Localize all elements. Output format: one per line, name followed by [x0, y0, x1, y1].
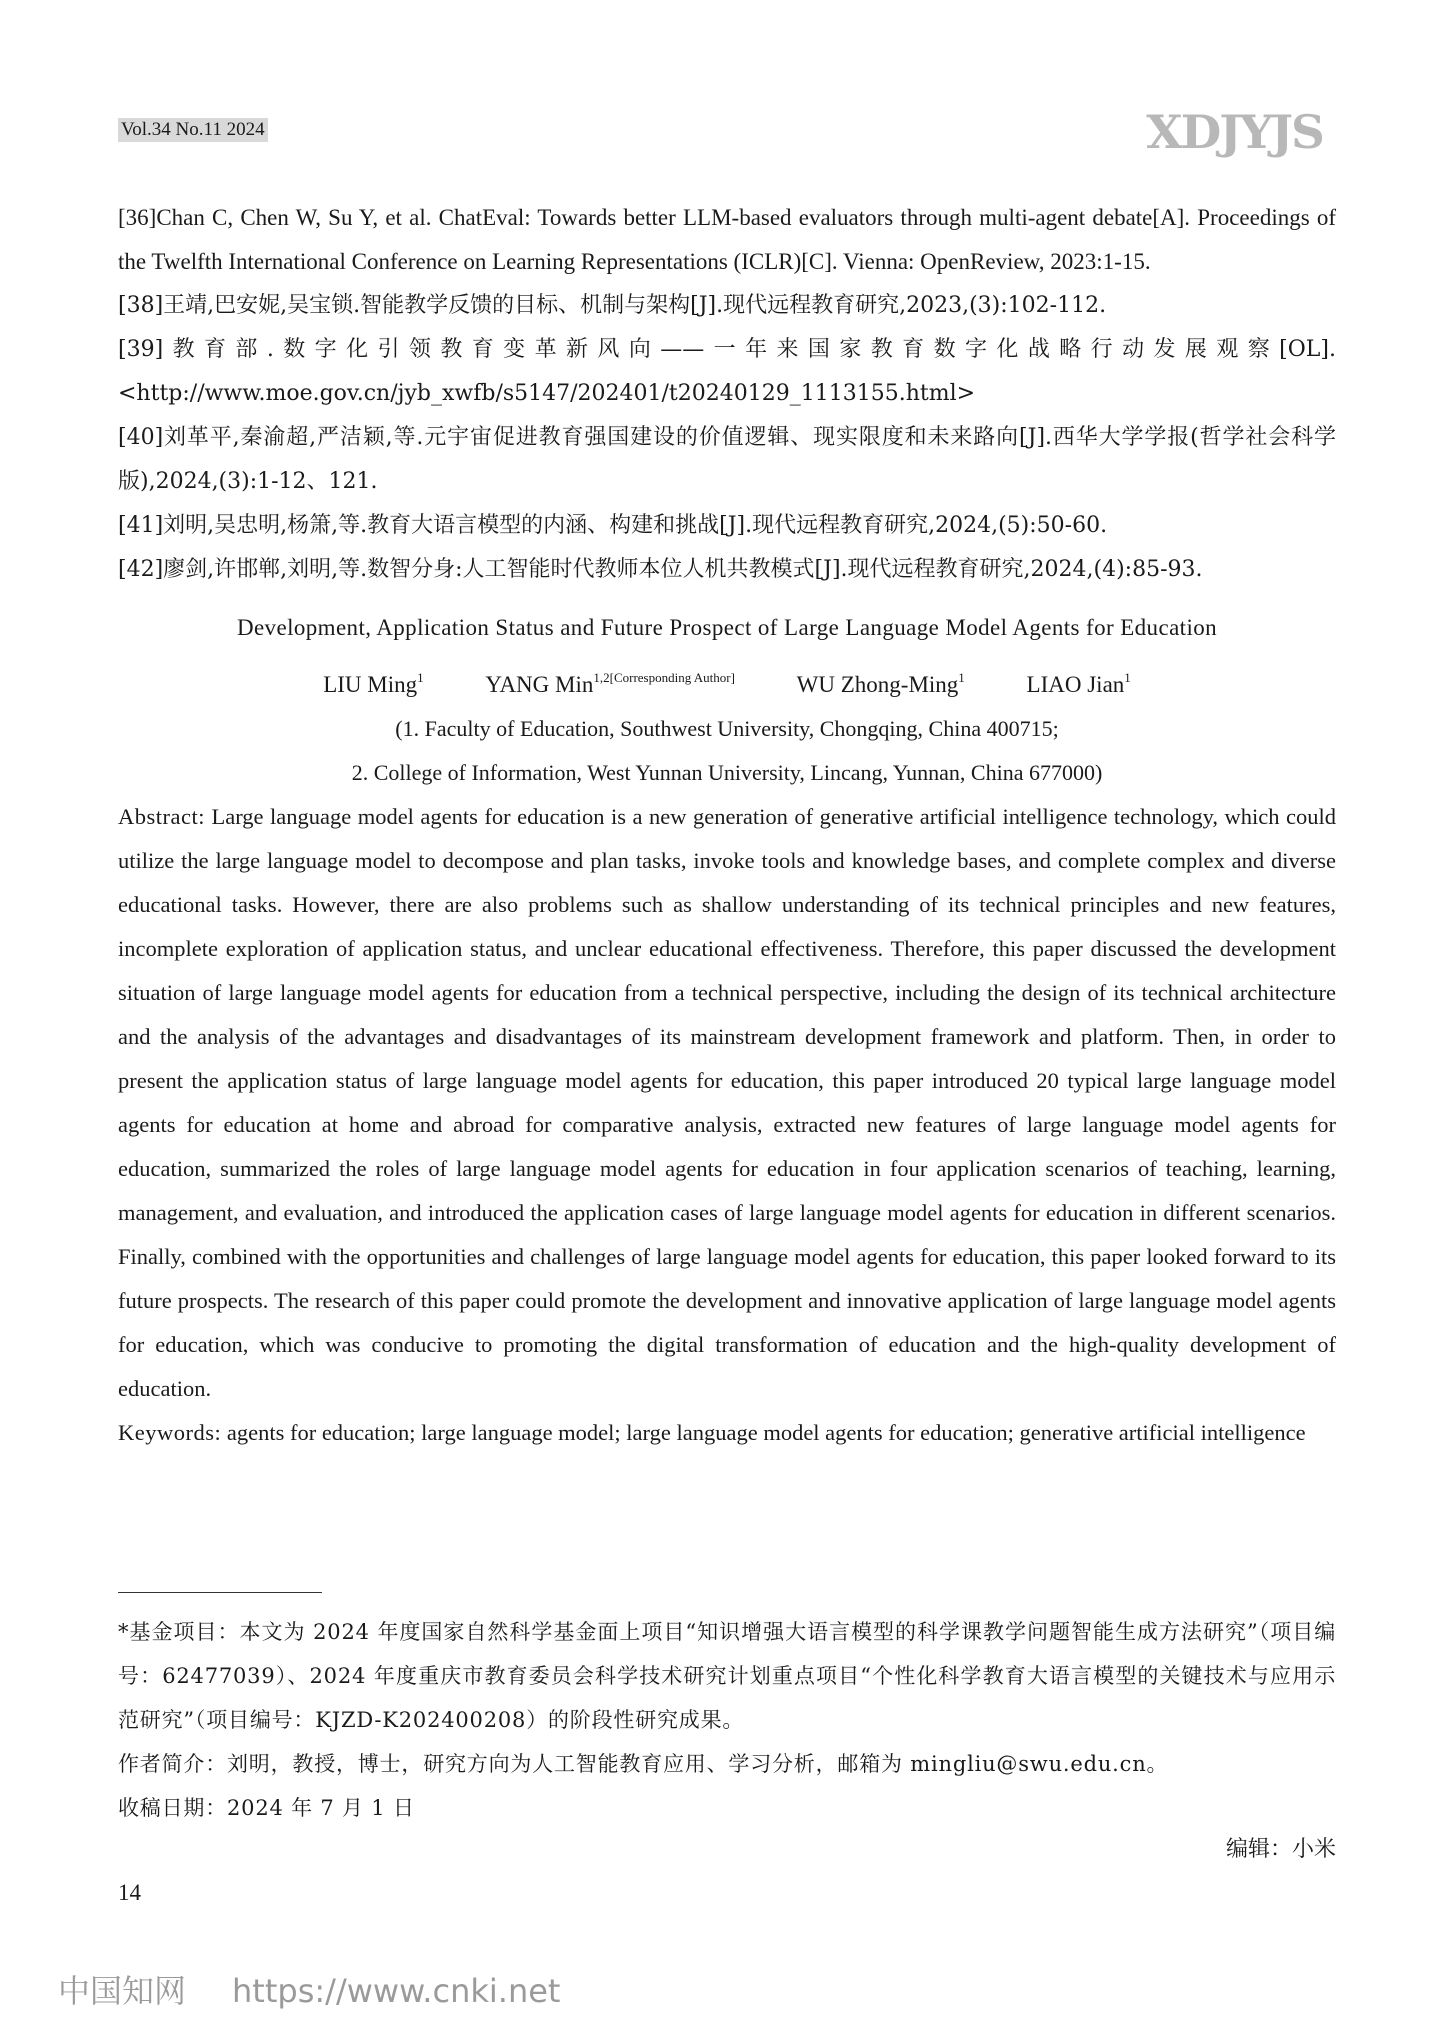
- reference-item: [38]王靖,巴安妮,吴宝锁.智能教学反馈的目标、机制与架构[J].现代远程教育研究,2023,(3):102-112.: [118, 293, 1107, 318]
- editor-credit: 编辑：小米: [1225, 1837, 1336, 1862]
- english-title: Development, Application Status and Future Prospect of Large Language Model Agents for Education: [236, 615, 1218, 640]
- abstract-label: Abstract:: [118, 804, 205, 829]
- reference-item: [41]刘明,吴忠明,杨箫,等.教育大语言模型的内涵、构建和挑战[J].现代远程教育研究,2024,(5):50-60.: [118, 513, 1108, 538]
- keywords-text: agents for education; large language model; large language model agents for education; generative artificial intelligence: [226, 1420, 1306, 1445]
- author: WU Zhong-Ming$^1$: [796, 670, 965, 697]
- keywords: [118, 1411, 1336, 1455]
- author-intro: 作者简介：刘明，教授，博士，研究方向为人工智能教育应用、学习分析，邮箱为 mingliu@swu.edu.cn。: [118, 1752, 1169, 1776]
- author: YANG Min$^{1,2[Corresponding Author]}$: [485, 670, 735, 697]
- author: LIU Ming$^1$: [323, 670, 424, 697]
- keywords-label: Keywords:: [118, 1420, 222, 1445]
- abstract: [118, 795, 1336, 1411]
- reference-item: [36]Chan C, Chen W, Su Y, et al. ChatEval: Towards better LLM-based evaluators through multi-agent debate[A]. Proceedings of the Twelfth International Conference on Learning Representations (ICLR)[C]. Vienna: OpenReview, 2023:1-15.: [118, 205, 1336, 274]
- affiliation: 2. College of Information, West Yunnan University, Lincang, Yunnan, China 677000): [351, 760, 1103, 785]
- footnote-divider: [118, 1592, 322, 1593]
- footnotes: [118, 1610, 1336, 1830]
- watermark-url: https://www.cnki.net: [232, 1972, 561, 2010]
- reference-item: [40]刘革平,秦渝超,严洁颖,等.元宇宙促进教育强国建设的价值逻辑、现实限度和未来路向[J].西华大学学报(哲学社会科学版),2024,(3):1-12、121.: [118, 425, 1336, 494]
- page-number: 14: [118, 1880, 141, 1905]
- author: LIAO Jian$^1$: [1026, 670, 1131, 697]
- received-date: 收稿日期：2024 年 7 月 1 日: [118, 1796, 415, 1820]
- cnki-watermark: [58, 1966, 560, 2012]
- watermark-site: 中国知网: [58, 1972, 187, 2010]
- affiliation: (1. Faculty of Education, Southwest University, Chongqing, China 400715;: [395, 716, 1059, 741]
- reference-list: [118, 196, 1336, 592]
- abstract-text: Large language model agents for education is a new generation of generative artificial intelligence technology, which could utilize the large language model to decompose and plan tasks, invoke tools and knowledge bases, and complete complex and diverse educational tasks. However, there are also problems such as shallow understanding of its technical principles and new features, incomplete exploration of application status, and unclear educational effectiveness. Therefore, this paper discussed the development situation of large language model agents for education from a technical perspective, including the design of its technical architecture and the analysis of the advantages and disadvantages of its mainstream development framework and platform. Then, in order to present the application status of large language model agents for education, this paper introduced 20 typical large language model agents for education at home and abroad for comparative analysis, extracted new features of large language model agents for education, summarized the roles of large language model agents for education in four application scenarios of teaching, learning, management, and evaluation, and introduced the application cases of large language model agents for education in different scenarios. Finally, combined with the opportunities and challenges of large language model agents for education, this paper looked forward to its future prospects. The research of this paper could promote the development and innovative application of large language model agents for education, which was conducive to promoting the digital transformation of education and the high-quality development of education.: [118, 804, 1336, 1401]
- journal-volume-tag: Vol.34 No.11 2024: [118, 118, 268, 142]
- english-abstract-section: [118, 606, 1336, 1455]
- reference-item: [39]教育部.数字化引领教育变革新风向——一年来国家教育数字化战略行动发展观察[OL]. <http://www.moe.gov.cn/jyb_xwfb/s5147/202401/t20240129_1113155.html>: [118, 337, 1336, 406]
- journal-logo: XDJYJS: [1146, 105, 1323, 159]
- fund-note: *基金项目：本文为 2024 年度国家自然科学基金面上项目“知识增强大语言模型的科学课教学问题智能生成方法研究”（项目编号：62477039）、2024 年度重庆市教育委员会科学技术研究计划重点项目“个性化科学教育大语言模型的关键技术与应用示范研究”（项目编号：KJZD-K202400208）的阶段性研究成果。: [118, 1620, 1336, 1732]
- reference-item: [42]廖剑,许邯郸,刘明,等.数智分身:人工智能时代教师本位人机共教模式[J].现代远程教育研究,2024,(4):85-93.: [118, 557, 1203, 582]
- author-list: [118, 656, 1336, 707]
